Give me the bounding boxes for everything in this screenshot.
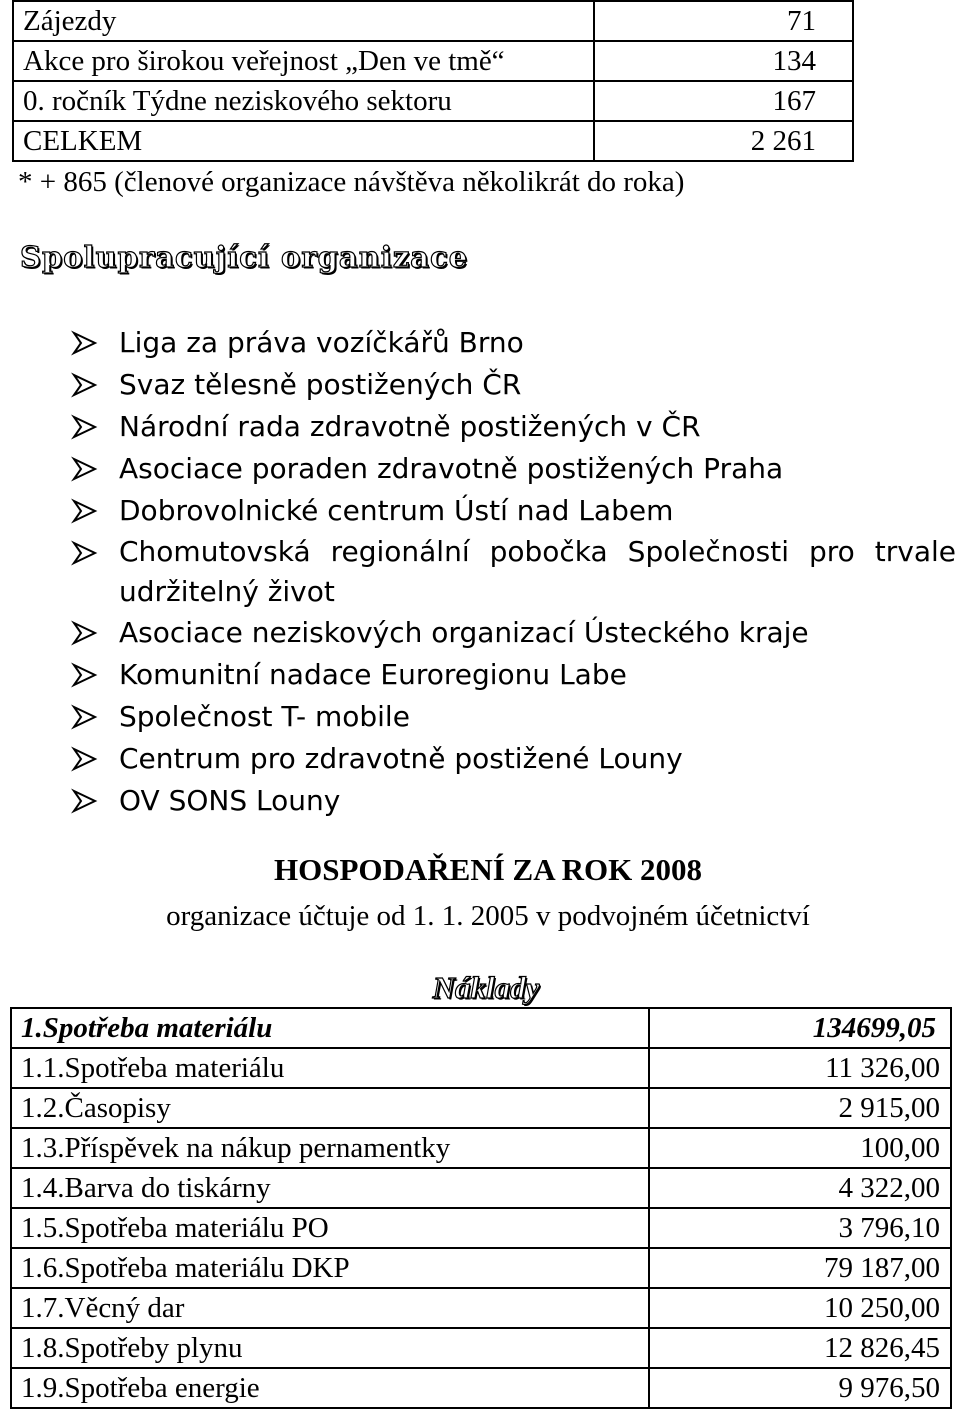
row-label: 1.2.Časopisy [11, 1088, 649, 1128]
row-label: 1.6.Spotřeba materiálu DKP [11, 1248, 649, 1288]
arrow-bullet-icon [70, 490, 100, 532]
total-row [13, 121, 853, 161]
list-item-text: Svaz tělesně postižených ČR [119, 368, 522, 401]
list-item-text: Společnost T- mobile [119, 700, 410, 733]
row-value: 134 [594, 41, 853, 81]
total-value: 2 261 [594, 121, 853, 161]
list-item-text: Asociace poraden zdravotně postižených Praha [119, 452, 784, 485]
group-row [11, 1008, 951, 1048]
row-label: 1.5.Spotřeba materiálu PO [11, 1208, 649, 1248]
costs-table [10, 1007, 952, 1409]
row-value: 79 187,00 [649, 1248, 951, 1288]
list-item [0, 738, 960, 780]
table-row [11, 1288, 951, 1328]
row-label: 1.4.Barva do tiskárny [11, 1168, 649, 1208]
table-row [11, 1168, 951, 1208]
row-value: 167 [594, 81, 853, 121]
total-label: CELKEM [13, 121, 594, 161]
list-item-text: OV SONS Louny [119, 784, 341, 817]
list-item [0, 654, 960, 696]
economy-subtitle: organizace účtuje od 1. 1. 2005 v podvojném účetnictví [166, 900, 810, 932]
arrow-bullet-icon [70, 612, 100, 654]
row-label: 1.8.Spotřeby plynu [11, 1328, 649, 1368]
table-row [11, 1088, 951, 1128]
visitor-stats-table [12, 0, 854, 162]
economy-title: HOSPODAŘENÍ ZA ROK 2008 [273, 852, 703, 887]
row-label: Zájezdy [13, 1, 594, 41]
list-item [0, 780, 960, 822]
table-row [13, 81, 853, 121]
table-row [11, 1328, 951, 1368]
arrow-bullet-icon [70, 654, 100, 696]
row-value: 134699,05 [649, 1008, 951, 1048]
table-row [11, 1368, 951, 1408]
arrow-bullet-icon [70, 406, 100, 448]
partners-heading: Spolupracující organizace [20, 240, 469, 274]
table-row [11, 1208, 951, 1248]
row-value: 11 326,00 [649, 1048, 951, 1088]
row-label: Akce pro širokou veřejnost „Den ve tmě“ [13, 41, 594, 81]
arrow-bullet-icon [70, 696, 100, 738]
list-item-text: Asociace neziskových organizací Ústeckého kraje [119, 616, 809, 649]
arrow-bullet-icon [70, 780, 100, 822]
row-value: 71 [594, 1, 853, 41]
table-row [11, 1048, 951, 1088]
list-item [0, 448, 960, 490]
row-value: 3 796,10 [649, 1208, 951, 1248]
costs-heading: Náklady [432, 970, 540, 1005]
list-item [0, 612, 960, 654]
list-item [0, 322, 960, 364]
list-item-text: Národní rada zdravotně postižených v ČR [119, 410, 701, 443]
list-item [0, 532, 960, 612]
arrow-bullet-icon [70, 322, 100, 364]
list-item-text: Dobrovolnické centrum Ústí nad Labem [119, 494, 674, 527]
row-label: 1.3.Příspěvek na nákup pernamentky [11, 1128, 649, 1168]
arrow-bullet-icon [70, 364, 100, 406]
list-item-text: Liga za práva vozíčkářů Brno [119, 326, 524, 359]
row-label: 1.Spotřeba materiálu [11, 1008, 649, 1048]
partner-list [0, 322, 960, 822]
row-value: 10 250,00 [649, 1288, 951, 1328]
list-item-text: Chomutovská regionální pobočka Společnosti pro trvale udržitelný život [119, 535, 956, 608]
list-item [0, 364, 960, 406]
arrow-bullet-icon [70, 532, 100, 574]
visits-note: * + 865 (členové organizace návštěva několikrát do roka) [18, 166, 685, 198]
row-label: 0. ročník Týdne neziskového sektoru [13, 81, 594, 121]
list-item [0, 696, 960, 738]
list-item [0, 490, 960, 532]
arrow-bullet-icon [70, 448, 100, 490]
row-value: 2 915,00 [649, 1088, 951, 1128]
list-item [0, 406, 960, 448]
arrow-bullet-icon [70, 738, 100, 780]
row-value: 4 322,00 [649, 1168, 951, 1208]
row-value: 100,00 [649, 1128, 951, 1168]
row-label: 1.9.Spotřeba energie [11, 1368, 649, 1408]
table-row [11, 1128, 951, 1168]
table-row [11, 1248, 951, 1288]
list-item-text: Komunitní nadace Euroregionu Labe [119, 658, 627, 691]
table-row [13, 1, 853, 41]
row-label: 1.7.Věcný dar [11, 1288, 649, 1328]
row-value: 9 976,50 [649, 1368, 951, 1408]
row-label: 1.1.Spotřeba materiálu [11, 1048, 649, 1088]
row-value: 12 826,45 [649, 1328, 951, 1368]
list-item-text: Centrum pro zdravotně postižené Louny [119, 742, 683, 775]
table-row [13, 41, 853, 81]
